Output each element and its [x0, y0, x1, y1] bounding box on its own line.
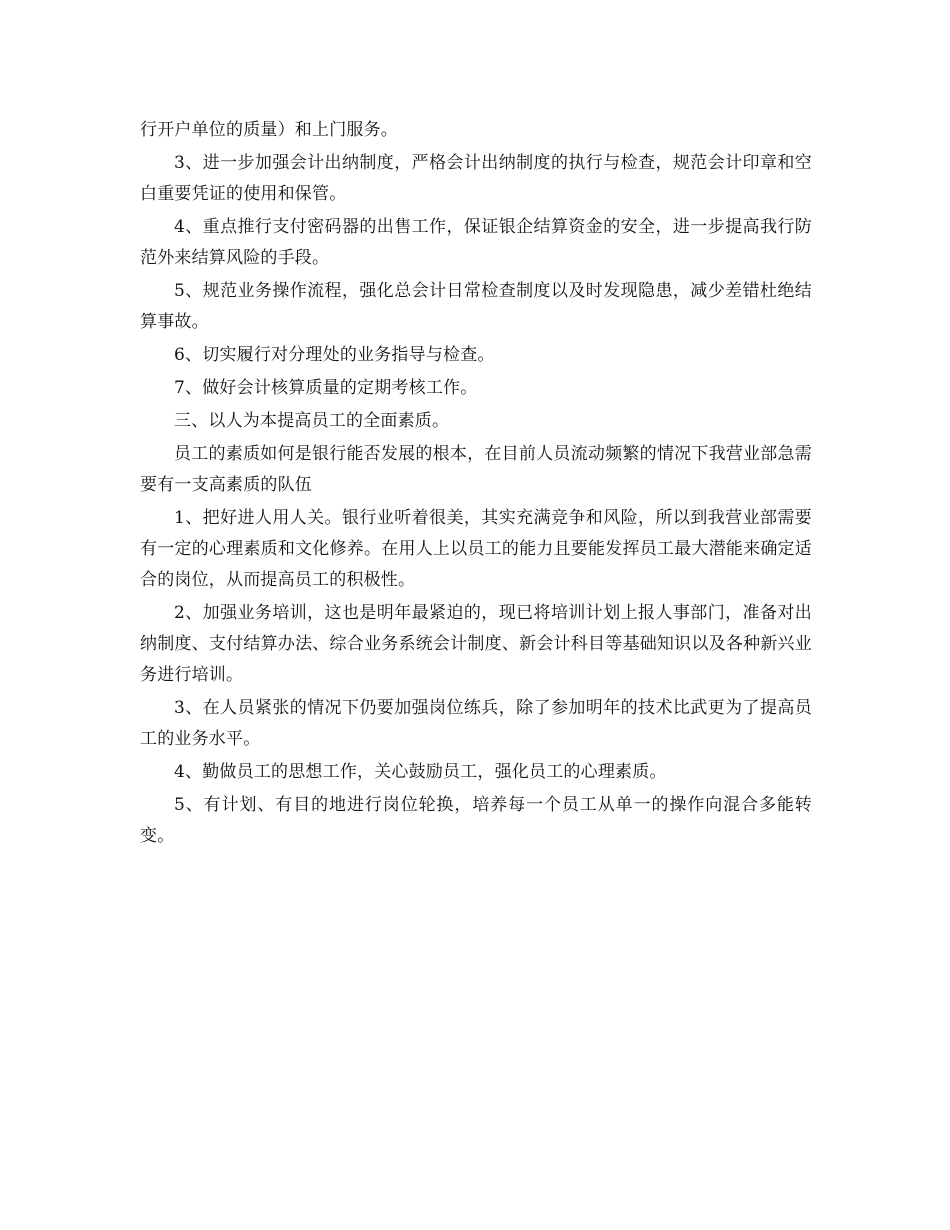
paragraph-2: 3、进一步加强会计出纳制度，严格会计出纳制度的执行与检查，规范会计印章和空白重要凭证的使用和保管。: [140, 153, 812, 204]
paragraph-4: 5、规范业务操作流程，强化总会计日常检查制度以及时发现隐患，减少差错杜绝结算事故。: [140, 281, 812, 332]
paragraph-12: 4、勤做员工的思想工作，关心鼓励员工，强化员工的心理素质。: [174, 762, 667, 782]
document-body: [140, 115, 812, 854]
paragraph-5: 6、切实履行对分理处的业务指导与检查。: [174, 345, 495, 365]
paragraph-10: 2、加强业务培训，这也是明年最紧迫的，现已将培训计划上报人事部门，准备对出纳制度、支付结算办法、综合业务系统会计制度、新会计科目等基础知识以及各种新兴业务进行培训。: [140, 603, 812, 685]
paragraph-6: 7、做好会计核算质量的定期考核工作。: [174, 378, 478, 398]
paragraph-1: 行开户单位的质量）和上门服务。: [140, 120, 398, 140]
section-heading: 三、以人为本提高员工的全面素质。: [174, 411, 450, 431]
paragraph-8: 员工的素质如何是银行能否发展的根本，在目前人员流动频繁的情况下我营业部急需要有一支高素质的队伍: [140, 444, 812, 495]
paragraph-11: 3、在人员紧张的情况下仍要加强岗位练兵，除了参加明年的技术比武更为了提高员工的业务水平。: [140, 698, 812, 749]
paragraph-13: 5、有计划、有目的地进行岗位轮换，培养每一个员工从单一的操作向混合多能转变。: [140, 795, 812, 846]
paragraph-9: 1、把好进人用人关。银行业听着很美，其实充满竞争和风险，所以到我营业部需要有一定的心理素质和文化修养。在用人上以员工的能力且要能发挥员工最大潜能来确定适合的岗位，从而提高员工的积极性。: [140, 508, 812, 590]
paragraph-3: 4、重点推行支付密码器的出售工作，保证银企结算资金的安全，进一步提高我行防范外来结算风险的手段。: [140, 217, 812, 268]
